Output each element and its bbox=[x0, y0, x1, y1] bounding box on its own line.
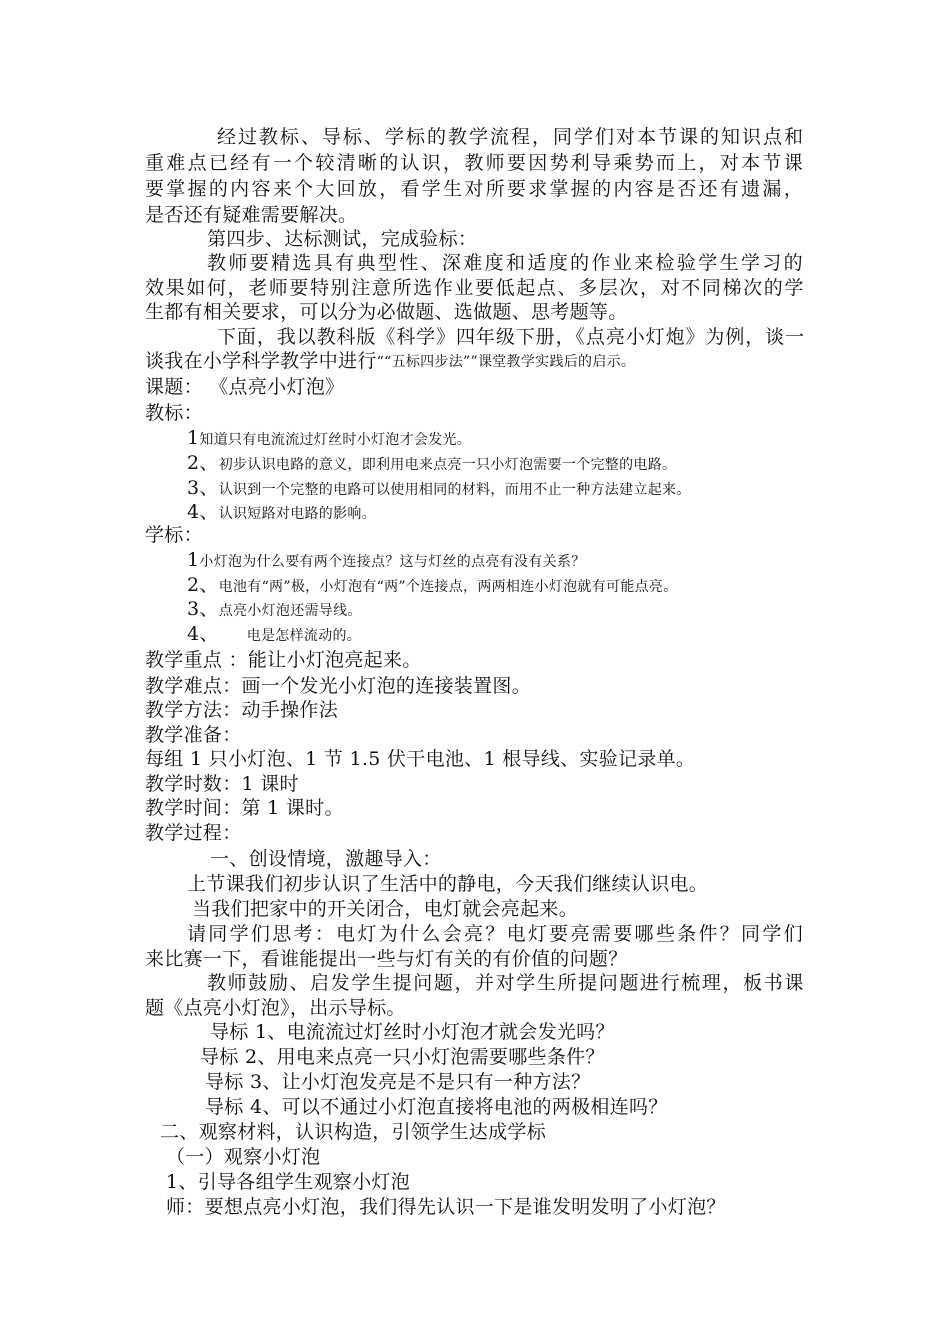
item-number: 3、 bbox=[187, 598, 219, 620]
section-heading: 二、观察材料，认识构造，引领学生达成学标 bbox=[160, 1121, 547, 1143]
item-text: 小灯泡为什么要有两个连接点？这与灯丝的点亮有没有关系？ bbox=[199, 554, 586, 570]
paragraph-line: 效果如何，老师要特别注意所选作业要低起点、多层次，对不同梯次的学 bbox=[145, 277, 805, 299]
item-text: 认识到一个完整的电路可以使用相同的材料，而用不止一种方法建立起来。 bbox=[218, 482, 691, 498]
teaching-method: 教学方法：动手操作法 bbox=[145, 699, 339, 721]
paragraph-text: 谈我在小学科学教学中进行 bbox=[145, 350, 377, 372]
subsection-heading: （一）观察小灯泡 bbox=[166, 1146, 321, 1168]
jiaobiao-item bbox=[187, 503, 376, 522]
item-number: 3、 bbox=[187, 477, 219, 499]
paragraph-line: 重难点已经有一个较清晰的认识，教师要因势利导乘势而上，对本节课 bbox=[145, 152, 805, 174]
xuebiao-item bbox=[187, 625, 361, 644]
daobiao-item: 导标 3、让小灯泡发亮是不是只有一种方法？ bbox=[205, 1071, 591, 1093]
xuebiao-item bbox=[187, 551, 586, 570]
paragraph-line: 教师鼓励、启发学生提问题，并对学生所提问题进行梳理，板书课 bbox=[207, 972, 805, 994]
teaching-time: 教学时间：第 1 课时。 bbox=[145, 797, 344, 819]
item-number: 1 bbox=[187, 427, 200, 449]
item-text: 点亮小灯泡还需导线。 bbox=[218, 603, 362, 619]
paragraph-line: 当我们把家中的开关闭合，电灯就会亮起来。 bbox=[192, 898, 579, 920]
jiaobiao-item bbox=[187, 429, 471, 448]
process-heading: 教学过程： bbox=[145, 822, 242, 844]
paragraph-line: 经过教标、导标、学标的教学流程，同学们对本节课的知识点和 bbox=[217, 126, 805, 148]
teaching-hours: 教学时数：1 课时 bbox=[145, 773, 299, 795]
xuebiao-item bbox=[187, 600, 362, 619]
item-text: 认识短路对电路的影响。 bbox=[218, 506, 377, 522]
daobiao-item: 导标 4、可以不通过小灯泡直接将电池的两极相连吗？ bbox=[205, 1096, 668, 1118]
paragraph-line: 教师要精选具有典型性、深难度和适度的作业来检验学生学习的 bbox=[207, 252, 805, 274]
jiaobiao-item bbox=[187, 454, 676, 473]
paragraph-line: 生都有相关要求，可以分为必做题、选做题、思考题等。 bbox=[145, 301, 628, 323]
teacher-question: 师：要想点亮小灯泡，我们得先认识一下是谁发明发明了小灯泡？ bbox=[166, 1196, 726, 1218]
paragraph-small-text: ““五标四步法””课堂教学实践后的启示。 bbox=[376, 354, 636, 370]
item-text: 电是怎样流动的。 bbox=[246, 628, 362, 644]
paragraph-line: 题《点亮小灯泡》，出示导标。 bbox=[145, 997, 406, 1019]
item-number: 1 bbox=[187, 549, 200, 571]
item-number: 2、 bbox=[187, 574, 219, 596]
key-point: 教学重点 ：能让小灯泡亮起来。 bbox=[145, 649, 422, 671]
item-number: 4、 bbox=[187, 623, 219, 645]
subsection-item: 1、引导各组学生观察小灯泡 bbox=[166, 1171, 410, 1193]
lesson-title: 课题： 《点亮小灯泡》 bbox=[145, 376, 345, 398]
daobiao-item: 导标 1、电流流过灯丝时小灯泡才就会发光吗？ bbox=[210, 1021, 615, 1043]
section-heading: 一、创设情境，激趣导入： bbox=[210, 848, 442, 870]
paragraph-line: 来比赛一下，看谁能提出一些与灯有关的有价值的问题？ bbox=[145, 948, 628, 970]
item-number: 2、 bbox=[187, 452, 219, 474]
xuebiao-heading: 学标： bbox=[145, 524, 203, 546]
paragraph-line bbox=[145, 352, 635, 371]
paragraph-line: 请同学们思考：电灯为什么会亮？电灯要亮需要哪些条件？同学们 bbox=[187, 923, 805, 945]
item-number: 4、 bbox=[187, 501, 219, 523]
daobiao-item: 导标 2、用电来点亮一只小灯泡需要哪些条件？ bbox=[200, 1046, 605, 1068]
section-heading: 第四步、达标测试，完成验标： bbox=[207, 228, 478, 250]
jiaobiao-heading: 教标： bbox=[145, 402, 203, 424]
difficulty: 教学难点：画一个发光小灯泡的连接装置图。 bbox=[145, 675, 532, 697]
item-text: 电池有“两”极，小灯泡有“两”个连接点，两两相连小灯泡就有可能点亮。 bbox=[218, 579, 678, 595]
prep-heading: 教学准备： bbox=[145, 724, 242, 746]
paragraph-line: 要掌握的内容来个大回放，看学生对所要求掌握的内容是否还有遗漏， bbox=[145, 178, 805, 200]
item-text: 初步认识电路的意义，即利用电来点亮一只小灯泡需要一个完整的电路。 bbox=[218, 457, 677, 473]
paragraph-line: 是否还有疑难需要解决。 bbox=[145, 204, 358, 226]
paragraph-line: 下面，我以教科版《科学》四年级下册，《点亮小灯炮》为例，谈一 bbox=[217, 326, 805, 348]
paragraph-line: 上节课我们初步认识了生活中的静电，今天我们继续认识电。 bbox=[187, 873, 709, 895]
xuebiao-item bbox=[187, 576, 678, 595]
jiaobiao-item bbox=[187, 479, 691, 498]
item-text: 知道只有电流流过灯丝时小灯泡才会发光。 bbox=[199, 432, 472, 448]
prep-materials: 每组 1 只小灯泡、1 节 1.5 伏干电池、1 根导线、实验记录单。 bbox=[145, 748, 696, 770]
